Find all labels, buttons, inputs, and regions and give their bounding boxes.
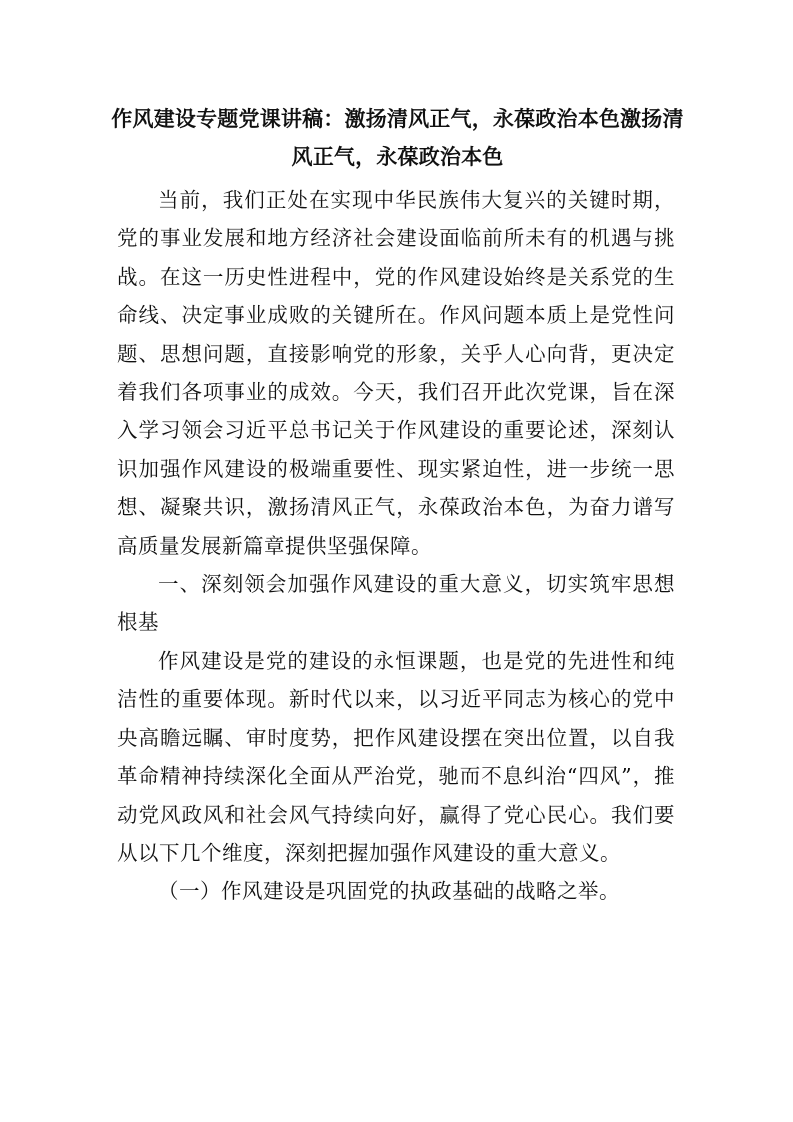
paragraph-section-1: 作风建设是党的建设的永恒课题，也是党的先进性和纯洁性的重要体现。新时代以来，以习近平同志为核心的党中央高瞻远瞩、审时度势，把作风建设摆在突出位置，以自我革命精神持续深化全面从严治党，驰而不息纠治“四风”，推动党风政风和社会风气持续向好，赢得了党心民心。我们要从以下几个维度，深刻把握加强作风建设的重大意义。 <box>117 648 675 865</box>
paragraph-intro: 当前，我们正处在实现中华民族伟大复兴的关键时期，党的事业发展和地方经济社会建设面临前所未有的机遇与挑战。在这一历史性进程中，党的作风建设始终是关系党的生命线、决定事业成败的关键所在。作风问题本质上是党性问题、思想问题，直接影响党的形象，关乎人心向背，更决定着我们各项事业的成效。今天，我们召开此次党课，旨在深入学习领会习近平总书记关于作风建设的重要论述，深刻认识加强作风建设的极端重要性、现实紧迫性，进一步统一思想、凝聚共识，激扬清风正气，永葆政治本色，为奋力谱写高质量发展新篇章提供坚强保障。 <box>117 188 675 558</box>
document-body <box>117 181 675 911</box>
section-heading-1: 一、深刻领会加强作风建设的重大意义，切实筑牢思想根基 <box>117 572 675 635</box>
subsection-heading-1: （一）作风建设是巩固党的执政基础的战略之举。 <box>158 879 620 904</box>
document-title: 作风建设专题党课讲稿：激扬清风正气，永葆政治本色激扬清风正气，永葆政治本色 <box>111 107 684 169</box>
